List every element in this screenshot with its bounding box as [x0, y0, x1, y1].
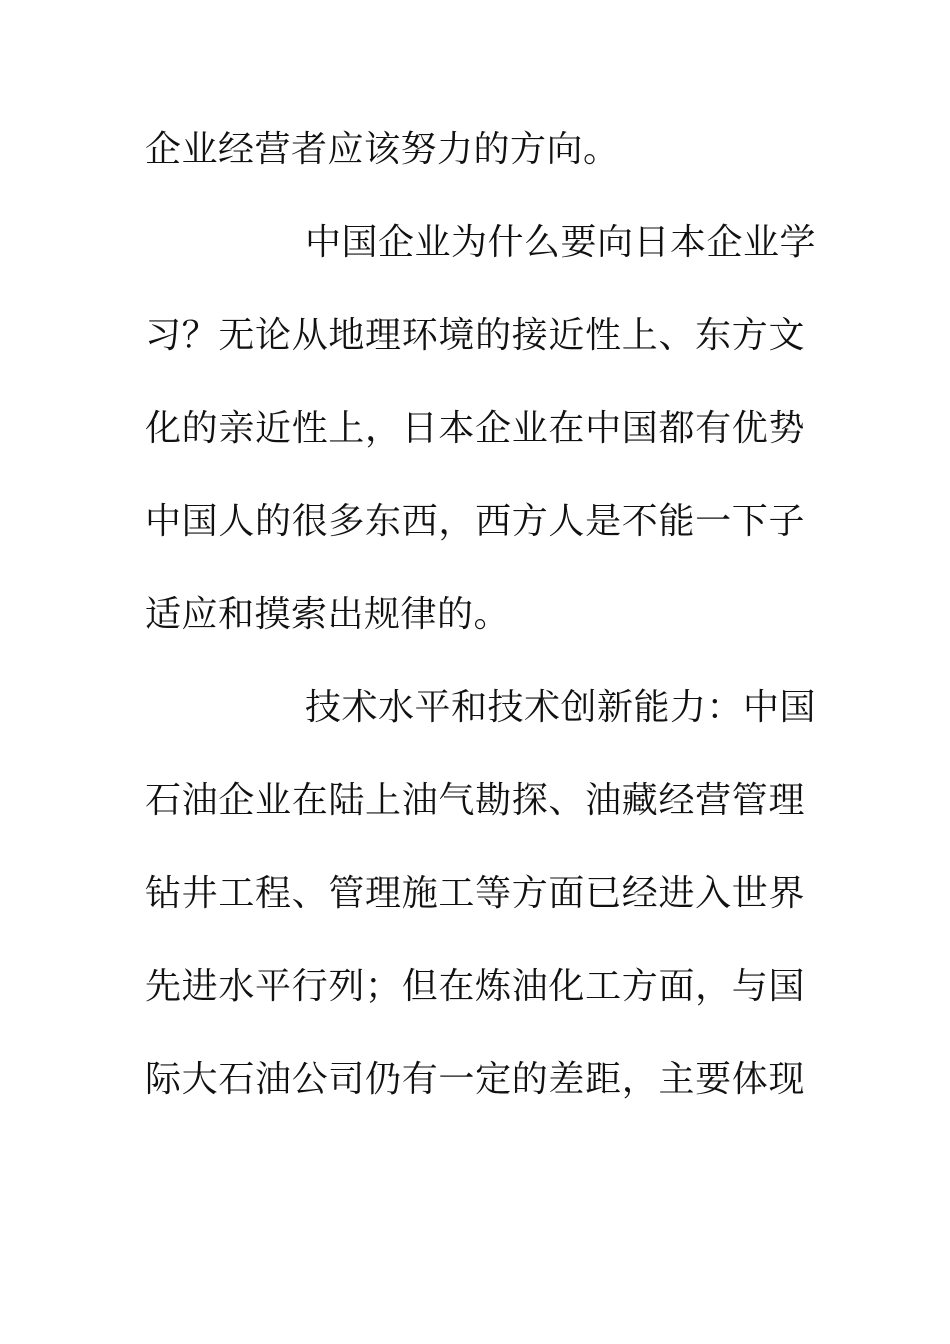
- text-line: 钻井工程、管理施工等方面已经进入世界: [145, 873, 805, 914]
- text-line: 技术水平和技术创新能力：中国: [305, 687, 817, 728]
- text-line: 中国企业为什么要向日本企业学: [305, 222, 817, 263]
- text-line: 习？无论从地理环境的接近性上、东方文: [145, 315, 805, 356]
- text-line: 化的亲近性上，日本企业在中国都有优势: [145, 408, 805, 449]
- text-line: 际大石油公司仍有一定的差距，主要体现: [145, 1059, 805, 1100]
- text-line: 企业经营者应该努力的方向。: [145, 129, 620, 170]
- text-line: 适应和摸索出规律的。: [145, 594, 511, 635]
- text-line: 石油企业在陆上油气勘探、油藏经营管理: [145, 780, 805, 821]
- text-line: 中国人的很多东西，西方人是不能一下子: [145, 501, 805, 542]
- text-line: 先进水平行列；但在炼油化工方面，与国: [145, 966, 805, 1007]
